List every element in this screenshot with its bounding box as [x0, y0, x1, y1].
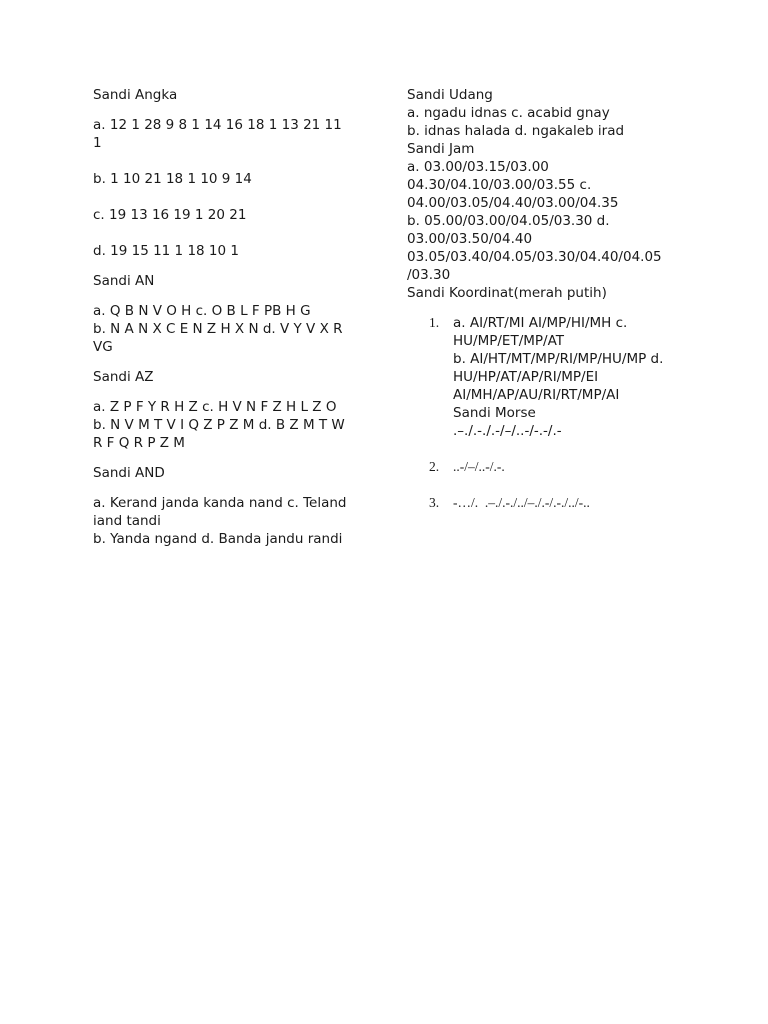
sandi-jam-line4: b. 05.00/03.00/04.05/03.30 d.	[407, 213, 610, 229]
left-column	[93, 86, 365, 560]
sandi-an-line2: b. N A N X C E N Z H X N d. V Y V X R	[93, 321, 343, 337]
sandi-morse-title: Sandi Morse	[453, 405, 536, 421]
sandi-angka-a-line2: 1	[93, 135, 102, 151]
list-number: 1.	[429, 315, 440, 330]
sandi-and-line1: a. Kerand janda kanda nand c. Teland	[93, 495, 347, 511]
sandi-jam-line5: 03.00/03.50/04.40	[407, 231, 533, 247]
sandi-jam-line3: 04.00/03.05/04.40/03.00/04.35	[407, 195, 619, 211]
sandi-angka-b: b. 1 10 21 18 1 10 9 14	[93, 171, 252, 187]
numbered-list	[407, 314, 682, 512]
list-item-1-line: AI/MH/AP/AU/RI/RT/MP/AI	[453, 387, 620, 403]
sandi-udang-line1: a. ngadu idnas c. acabid gnay	[407, 105, 610, 121]
sandi-and-title: Sandi AND	[93, 465, 165, 481]
list-item-1-line: HU/MP/ET/MP/AT	[453, 333, 565, 349]
sandi-az-title: Sandi AZ	[93, 369, 154, 385]
sandi-angka-d: d. 19 15 11 1 18 10 1	[93, 243, 239, 259]
sandi-jam-line7: /03.30	[407, 267, 451, 283]
list-number: 2.	[429, 459, 440, 474]
list-item-1-line: HU/HP/AT/AP/RI/MP/EI	[453, 369, 599, 385]
sandi-angka-title: Sandi Angka	[93, 87, 178, 103]
sandi-az-body	[93, 398, 365, 452]
sandi-jam-line1: a. 03.00/03.15/03.00	[407, 159, 549, 175]
list-number: 3.	[429, 495, 440, 510]
right-column	[407, 86, 682, 530]
list-item-1-line: b. AI/HT/MT/MP/RI/MP/HU/MP d.	[453, 351, 664, 367]
sandi-jam-line2: 04.30/04.10/03.00/03.55 c.	[407, 177, 592, 193]
sandi-udang-line2: b. idnas halada d. ngakaleb irad	[407, 123, 625, 139]
morse-line: .–./.-./.-/–/..-/-.-/.-	[453, 423, 562, 439]
sandi-and-line2: iand tandi	[93, 513, 161, 529]
sandi-angka-c: c. 19 13 16 19 1 20 21	[93, 207, 247, 223]
sandi-jam-title: Sandi Jam	[407, 141, 475, 157]
sandi-an-line3: VG	[93, 339, 113, 355]
sandi-and-body	[93, 494, 365, 548]
sandi-az-line1: a. Z P F Y R H Z c. H V N F Z H L Z O	[93, 399, 337, 415]
sandi-az-line3: R F Q R P Z M	[93, 435, 185, 451]
list-item-1-line: a. AI/RT/MI AI/MP/HI/MH c.	[453, 315, 628, 331]
sandi-koordinat-title: Sandi Koordinat(merah putih)	[407, 285, 607, 301]
list-item	[407, 494, 682, 512]
morse-line: -…/. .–./.-./../–./.-/.-./../-..	[453, 495, 590, 510]
list-item	[407, 458, 682, 476]
sandi-an-body	[93, 302, 365, 356]
sandi-jam-line6: 03.05/03.40/04.05/03.30/04.40/04.05	[407, 249, 662, 265]
morse-line: ..-/–/..-/.-.	[453, 459, 505, 474]
sandi-udang-title: Sandi Udang	[407, 87, 493, 103]
sandi-az-line2: b. N V M T V I Q Z P Z M d. B Z M T W	[93, 417, 345, 433]
list-item	[407, 314, 682, 440]
sandi-angka-a-line1: a. 12 1 28 9 8 1 14 16 18 1 13 21 11	[93, 117, 342, 133]
sandi-an-title: Sandi AN	[93, 273, 155, 289]
sandi-an-line1: a. Q B N V O H c. O B L F PB H G	[93, 303, 311, 319]
sandi-and-line3: b. Yanda ngand d. Banda jandu randi	[93, 531, 343, 547]
sandi-angka-a	[93, 116, 365, 152]
